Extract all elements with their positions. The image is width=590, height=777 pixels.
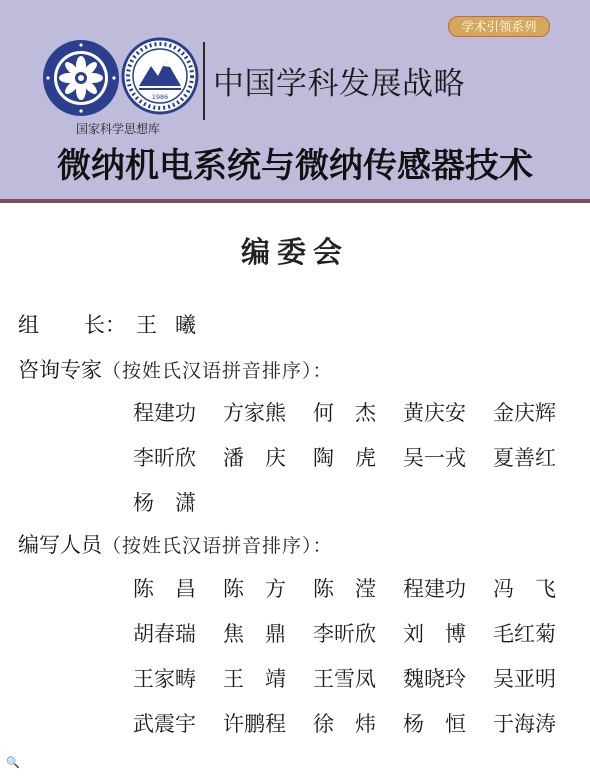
person-name: 许鹏程 [223, 712, 286, 736]
series-badge: 学术引领系列 [448, 16, 550, 37]
person-name: 夏善红 [493, 446, 556, 470]
person-name: 冯 飞 [493, 577, 556, 601]
committee-heading: 编委会 [240, 235, 349, 269]
writers-label [18, 529, 333, 559]
person-name: 程建功 [133, 401, 196, 425]
svg-text:1986: 1986 [151, 93, 169, 101]
person-name: 陈 滢 [313, 577, 376, 601]
writers-title: 编写人员 [18, 533, 102, 557]
series-title: 中国学科发展战略 [213, 66, 465, 102]
person-name: 李昕欣 [133, 446, 196, 470]
person-name: 于海涛 [493, 712, 556, 736]
leader-role-second-char: 长： [84, 313, 126, 337]
nsfc-seal-icon [121, 36, 199, 116]
person-name: 王 靖 [223, 667, 286, 691]
writers-sort-note: （按姓氏汉语拼音排序）： [102, 535, 333, 557]
logo-caption: 国家科学思想库 [76, 122, 161, 136]
person-name: 杨 潇 [133, 491, 196, 515]
person-name: 吴亚明 [493, 667, 556, 691]
person-name: 陶 虎 [313, 446, 376, 470]
consultants-label [18, 354, 333, 384]
person-name: 毛红菊 [493, 622, 556, 646]
consultants-name-list [133, 398, 583, 533]
person-name: 潘 庆 [223, 446, 286, 470]
person-name: 陈 昌 [133, 577, 196, 601]
person-name: 方家熊 [223, 401, 286, 425]
person-name: 王雪凤 [313, 667, 376, 691]
book-title: 微纳机电系统与微纳传感器技术 [57, 146, 533, 186]
person-name: 吴一戎 [403, 446, 466, 470]
watermark: 🔍 [6, 756, 20, 769]
person-name: 胡春瑞 [133, 622, 196, 646]
leader-role-first-char: 组 [18, 313, 39, 337]
leader-name: 王曦 [136, 313, 214, 337]
person-name: 李昕欣 [313, 622, 376, 646]
person-name: 徐 炜 [313, 712, 376, 736]
person-name: 魏晓玲 [403, 667, 466, 691]
cas-emblem-icon [41, 38, 121, 118]
person-name: 武震宇 [133, 712, 196, 736]
person-name: 陈 方 [223, 577, 286, 601]
person-name: 黄庆安 [403, 401, 466, 425]
consultants-title: 咨询专家 [18, 358, 102, 382]
person-name: 何 杰 [313, 401, 376, 425]
title-divider [203, 42, 205, 120]
person-name: 金庆辉 [493, 401, 556, 425]
consultants-sort-note: （按姓氏汉语拼音排序）： [102, 360, 333, 382]
person-name: 杨 恒 [403, 712, 466, 736]
leader-label [18, 309, 126, 339]
person-name: 王家畴 [133, 667, 196, 691]
person-name: 程建功 [403, 577, 466, 601]
header-rule [0, 199, 590, 203]
person-name: 焦 鼎 [223, 622, 286, 646]
person-name: 刘 博 [403, 622, 466, 646]
writers-name-list [133, 574, 583, 754]
